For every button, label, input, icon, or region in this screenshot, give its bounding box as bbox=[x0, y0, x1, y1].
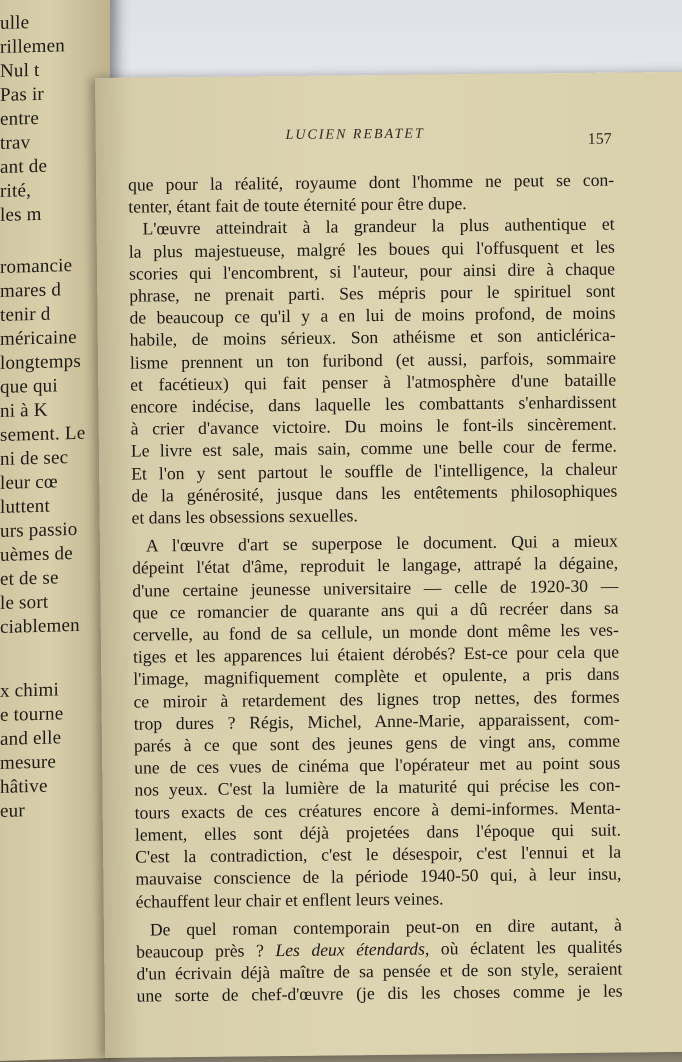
text-line: la plus majestueuse, malgré les boues qui l'offusquent et les bbox=[128, 236, 615, 262]
text-line: de beaucoup ce qu'il y a en lui de moins profond, de moins bbox=[129, 302, 616, 328]
text-line: une sorte de chef-d'œuvre (je dis les choses comme je les bbox=[136, 980, 623, 1006]
text-line: scories qui l'encombrent, si l'auteur, pour ainsi dire à chaque bbox=[128, 258, 616, 284]
text-line: que pour la réalité, royaume dont l'homme ne peut se con- bbox=[128, 169, 615, 195]
left-page-line: romancie bbox=[0, 255, 73, 278]
left-page-line: les m bbox=[0, 203, 42, 226]
left-page bbox=[0, 0, 110, 1062]
text-line: cervelle, au fond de sa cellule, un monde dont même les ves- bbox=[132, 619, 619, 645]
text-line: L'œuvre atteindrait à la grandeur la plus authentique et bbox=[142, 213, 615, 239]
text-line: l'image, magnifiquement complète et opulente, a pris dans bbox=[133, 664, 620, 690]
text-line: d'un écrivain déjà maître de sa pensée et de son style, seraient bbox=[136, 958, 623, 984]
text-line: mauvaise conscience de la période 1940-50 qui, à leur insu, bbox=[135, 863, 622, 889]
left-page-line: trav bbox=[0, 132, 31, 154]
left-page-line: que qui bbox=[0, 375, 58, 398]
text-line: De quel roman contemporain peut-on en dire autant, à bbox=[149, 914, 622, 940]
text-line: et facétieux) qui fait penser à l'atmosphère d'une bataille bbox=[130, 369, 617, 395]
text-line: lisme prennent un ton furibond (et aussi, parfois, sommaire bbox=[129, 347, 617, 373]
text-line: tiges et les apparences lui étaient dérobés? Est-ce pour cela que bbox=[132, 641, 620, 667]
body-text bbox=[128, 169, 623, 1008]
running-head: LUCIEN REBATET bbox=[285, 126, 425, 144]
text-line: une de ces vues de cinéma que l'opérateur met au point sous bbox=[134, 752, 621, 778]
text-line: nos yeux. C'est la lumière de la maturité qui précise les con- bbox=[134, 775, 621, 801]
left-page-line: urs passio bbox=[0, 518, 78, 542]
text-line: échauffent leur chair et enflent leurs veines. bbox=[135, 887, 444, 912]
left-page-line: leur cœ bbox=[0, 471, 58, 494]
text-line: habile, de moins sérieux. Son athéisme et son anticlérica- bbox=[129, 324, 616, 351]
left-page-line: et de se bbox=[0, 567, 59, 590]
left-page-line: Pas ir bbox=[0, 83, 44, 106]
left-page-line: ni de sec bbox=[0, 447, 69, 470]
left-page-line: sement. Le bbox=[0, 422, 86, 446]
left-page-line: ant de bbox=[0, 155, 48, 178]
left-page-line: mesure bbox=[0, 751, 57, 774]
text-line: de la générosité, jusque dans les entêtements philosophiques bbox=[131, 480, 618, 506]
text-line: à crier d'avance victoire. Du moins le font-ils sincèrement. bbox=[130, 413, 617, 439]
text-line: parés à ce que sont des jeunes gens de vingt ans, comme bbox=[133, 730, 621, 756]
text-line: que ce romancier de quarante ans qui a dû recréer dans sa bbox=[132, 597, 619, 623]
left-page-line: longtemps bbox=[0, 350, 81, 374]
left-page-line: luttent bbox=[0, 495, 50, 518]
text-line: tours exacts de ces créatures encore à demi-informes. Menta- bbox=[134, 797, 621, 823]
text-line: Et l'on y sent partout le souffle de l'intelligence, la chaleur bbox=[131, 458, 618, 484]
left-page-line: e tourne bbox=[0, 703, 64, 726]
text-line: et dans les obsessions sexuelles. bbox=[131, 505, 358, 528]
left-page-line: rillemen bbox=[0, 35, 65, 58]
left-page-line: hâtive bbox=[0, 775, 48, 798]
text-line: C'est la contradiction, c'est le désespoir, c'est l'ennui et la bbox=[135, 841, 622, 867]
left-page-line: ciablemen bbox=[0, 614, 80, 638]
left-page-line: mares d bbox=[0, 279, 62, 302]
left-page-line: ulle bbox=[0, 12, 30, 34]
text-run: beaucoup près ? bbox=[136, 940, 276, 962]
left-page-line: eur bbox=[0, 800, 25, 822]
text-line: tenter, étant fait de toute éternité pour être dupe. bbox=[128, 193, 467, 217]
left-page-line: le sort bbox=[0, 591, 49, 614]
left-page-line: entre bbox=[0, 107, 39, 130]
book-title: Les deux étendards bbox=[275, 938, 426, 961]
text-line: lement, elles sont déjà projetées dans l'époque qui suit. bbox=[134, 819, 622, 845]
text-line: phrase, ne prenait parti. Ses mépris pour le spirituel sont bbox=[129, 280, 616, 306]
text-line: A l'œuvre d'art se superpose le document. Qui a mieux bbox=[145, 530, 618, 556]
left-page-line: méricaine bbox=[0, 326, 77, 350]
left-page-line: Nul t bbox=[0, 59, 40, 82]
left-page-line: and elle bbox=[0, 727, 62, 750]
left-page-line: rité, bbox=[0, 180, 32, 202]
text-run: , où éclatent les qualités bbox=[424, 936, 623, 959]
text-line: dépeint l'état d'âme, reproduit le langage, attrapé la dégaine, bbox=[132, 553, 619, 579]
right-page bbox=[95, 72, 682, 1058]
text-line: d'une certaine jeunesse universitaire — celle de 1920-30 — bbox=[132, 575, 619, 601]
left-page-line: uèmes de bbox=[0, 543, 73, 566]
text-line: encore indécise, dans laquelle les combattants s'enhardissent bbox=[130, 391, 617, 417]
text-line: trop dures ? Régis, Michel, Anne-Marie, apparaissent, com- bbox=[133, 708, 620, 734]
left-page-line: ni à K bbox=[0, 399, 48, 422]
text-line: ce miroir à retardement des lignes trop nettes, des formes bbox=[133, 686, 620, 712]
left-page-line: x chimi bbox=[0, 679, 59, 702]
left-page-line: tenir d bbox=[0, 303, 51, 326]
text-line: Le livre est sale, mais sain, comme une belle cour de ferme. bbox=[130, 435, 617, 462]
page-number: 157 bbox=[587, 130, 612, 148]
